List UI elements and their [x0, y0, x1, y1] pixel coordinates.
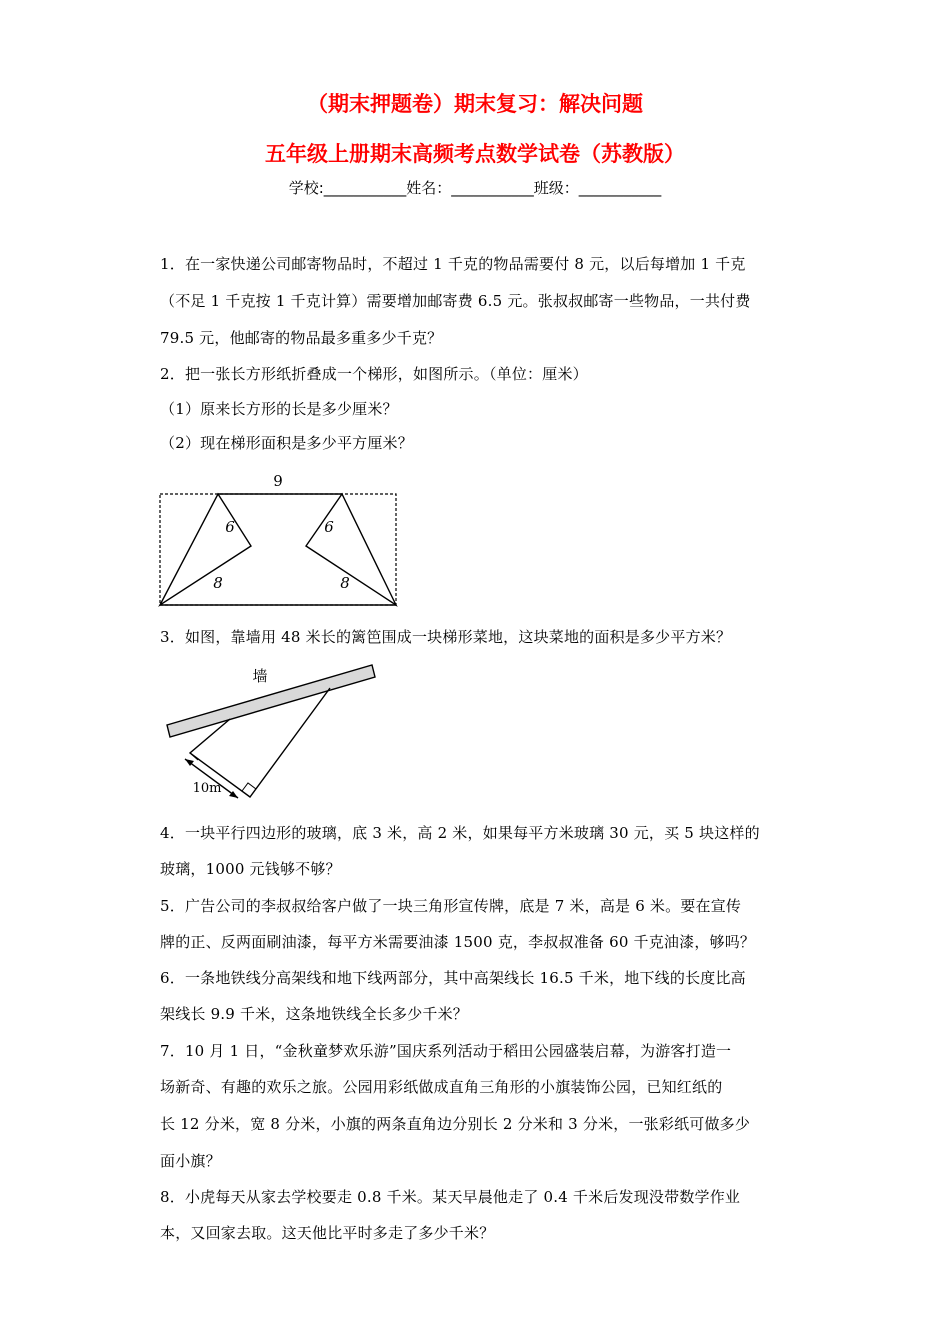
- q7-line-2: 场新奇、有趣的欢乐之旅。公园用彩纸做成直角三角形的小旗装饰公园，已知红纸的: [160, 1078, 723, 1096]
- title-line-2: 五年级上册期末高频考点数学试卷（苏教版）: [265, 142, 685, 166]
- q2-subq-1: （1）原来长方形的长是多少厘米？: [160, 400, 398, 418]
- label-top: 9: [273, 472, 283, 490]
- wall-garden-figure: [160, 655, 390, 810]
- q8-line-2: 本，又回家去取。这天他比平时多走了多少千米？: [160, 1224, 495, 1242]
- q4-line-2: 玻璃，1000 元钱够不够？: [160, 860, 341, 878]
- q2-subq-2: （2）现在梯形面积是多少平方厘米？: [160, 434, 413, 452]
- dashed-rectangle: [160, 494, 396, 605]
- q1-line-3: 79.5 元，他邮寄的物品最多重多少千克？: [160, 329, 443, 347]
- q6-line-1: 6．一条地铁线分高架线和地下线两部分，其中高架线长 16.5 千米，地下线的长度比高: [160, 969, 746, 987]
- q5-line-2: 牌的正、反两面刷油漆，每平方米需要油漆 1500 克，李叔叔准备 60 千克油漆，够吗？: [160, 933, 756, 951]
- student-info: 学校:___________姓名：___________班级：___________: [288, 179, 662, 197]
- q6-line-2: 架线长 9.9 千米，这条地铁线全长多少千米？: [160, 1005, 468, 1023]
- title-line-1: （期末押题卷）期末复习：解决问题: [307, 92, 643, 116]
- q5-line-1: 5．广告公司的李叔叔给客户做了一块三角形宣传牌，底是 7 米，高是 6 米。要在宣传: [160, 897, 742, 915]
- q3-line-1: 3．如图，靠墙用 48 米长的篱笆围成一块梯形菜地，这块菜地的面积是多少平方米？: [160, 628, 732, 646]
- label-left-lower: 8: [213, 574, 223, 592]
- right-angle-mark-bottom: [242, 783, 256, 791]
- q4-line-1: 4．一块平行四边形的玻璃，底 3 米，高 2 米，如果每平方米玻璃 30 元，买 5 块这样的: [160, 824, 760, 842]
- label-right-upper: 6: [324, 518, 334, 536]
- label-right-lower: 8: [340, 574, 350, 592]
- q2-line-1: 2．把一张长方形纸折叠成一个梯形，如图所示。（单位：厘米）: [160, 365, 588, 383]
- right-angle-mark-top: [190, 753, 198, 760]
- q7-line-3: 长 12 分米，宽 8 分米，小旗的两条直角边分别长 2 分米和 3 分米，一张彩纸可做多少: [160, 1115, 751, 1133]
- q1-line-2: （不足 1 千克按 1 千克计算）需要增加邮寄费 6.5 元。张叔叔邮寄一些物品，一共付费: [160, 292, 751, 310]
- trapezoid-fold-figure: [150, 470, 410, 615]
- right-fold-triangle: [306, 494, 396, 605]
- q7-line-1: 7．10 月 1 日，“金秋童梦欢乐游”国庆系列活动于稻田公园盛装启幕，为游客打造一: [160, 1042, 732, 1060]
- q1-line-1: 1．在一家快递公司邮寄物品时，不超过 1 千克的物品需要付 8 元，以后每增加 1 千克: [160, 255, 746, 273]
- q7-line-4: 面小旗？: [160, 1152, 221, 1170]
- label-left-upper: 6: [225, 518, 235, 536]
- left-fold-triangle: [160, 494, 251, 605]
- dimension-label: 10m: [192, 781, 222, 796]
- wall-bar: [167, 665, 375, 737]
- q8-line-1: 8．小虎每天从家去学校要走 0.8 千米。某天早晨他走了 0.4 千米后发现没带数学作业: [160, 1188, 741, 1206]
- wall-label: 墙: [252, 667, 268, 685]
